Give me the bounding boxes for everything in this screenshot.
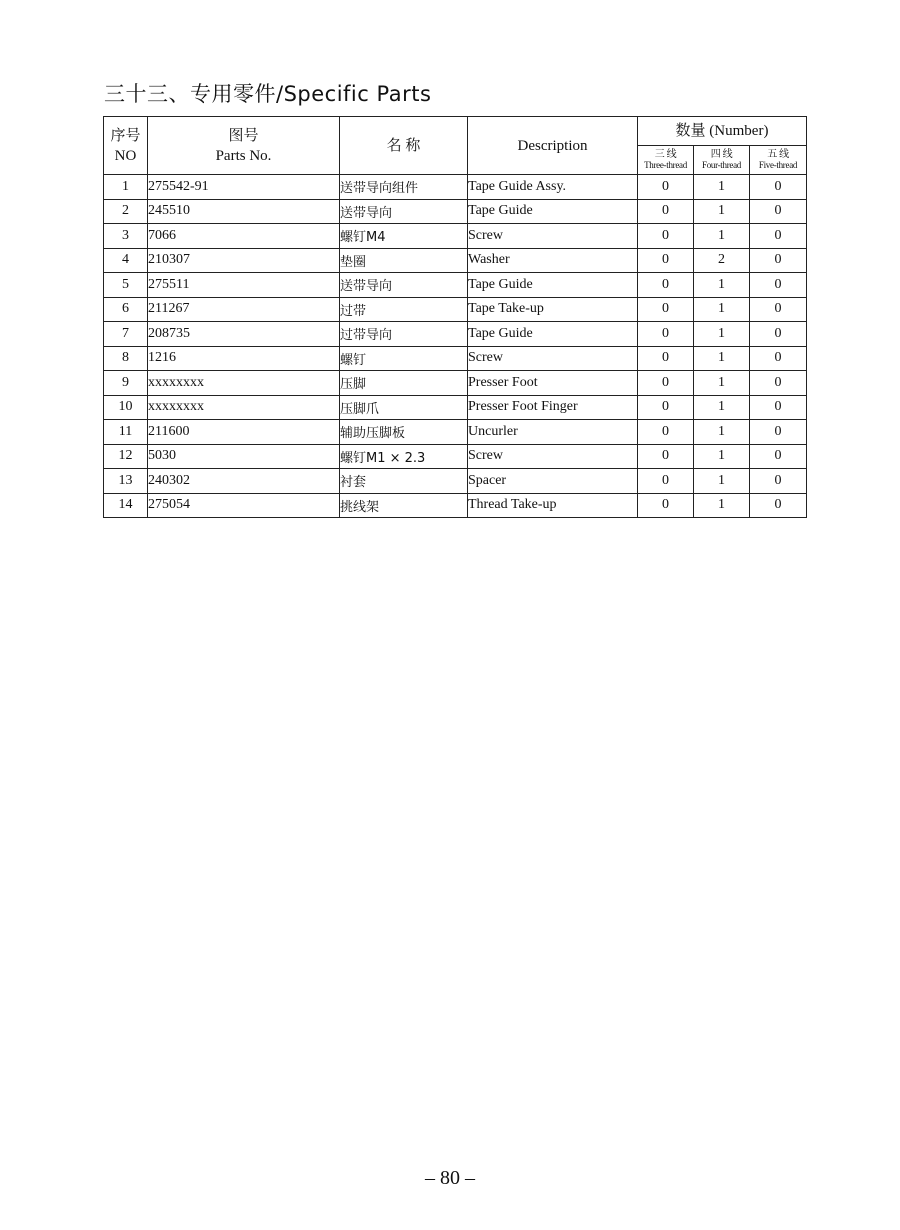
qty-five-thread: 0 [750,493,807,518]
row-number: 10 [104,395,148,420]
qty-four-thread: 1 [694,224,750,249]
header-four-thread [694,146,750,175]
page-number: – 80 – [425,1167,475,1189]
table-row [104,371,807,396]
table-row [104,346,807,371]
qty-four-thread: 1 [694,322,750,347]
qty-three-thread: 0 [638,371,694,396]
part-name-cn: 螺钉 [340,346,468,371]
row-number: 13 [104,469,148,494]
qty-four-thread: 1 [694,444,750,469]
part-number: 275511 [148,273,340,298]
qty-five-thread: 0 [750,371,807,396]
qty-five-thread: 0 [750,224,807,249]
qty-three-thread: 0 [638,273,694,298]
header-three-thread [638,146,694,175]
table-row [104,248,807,273]
parts-table-body [104,175,807,518]
table-row [104,175,807,200]
header-name: 名 称 [340,117,468,175]
qty-three-thread: 0 [638,444,694,469]
qty-four-thread: 1 [694,371,750,396]
qty-five-thread: 0 [750,199,807,224]
part-name-cn: 送带导向 [340,273,468,298]
header-five-thread [750,146,807,175]
part-name-cn: 螺钉M4 [340,224,468,249]
header-five-cn: 五 线 [767,149,789,160]
row-number: 1 [104,175,148,200]
part-description: Screw [468,224,638,249]
qty-four-thread: 1 [694,493,750,518]
qty-five-thread: 0 [750,297,807,322]
row-number: 2 [104,199,148,224]
part-number: 1216 [148,346,340,371]
part-name-cn: 压脚爪 [340,395,468,420]
qty-four-thread: 1 [694,199,750,224]
part-number: xxxxxxxx [148,395,340,420]
part-name-cn: 压脚 [340,371,468,396]
qty-four-thread: 1 [694,175,750,200]
qty-three-thread: 0 [638,224,694,249]
table-row [104,469,807,494]
part-description: Tape Guide [468,273,638,298]
part-description: Tape Guide [468,322,638,347]
part-description: Spacer [468,469,638,494]
qty-three-thread: 0 [638,346,694,371]
qty-five-thread: 0 [750,273,807,298]
row-number: 6 [104,297,148,322]
qty-three-thread: 0 [638,297,694,322]
qty-five-thread: 0 [750,444,807,469]
part-name-cn: 送带导向 [340,199,468,224]
table-row [104,420,807,445]
qty-three-thread: 0 [638,248,694,273]
qty-three-thread: 0 [638,175,694,200]
part-description: Thread Take-up [468,493,638,518]
header-parts-no [148,117,340,175]
part-name-cn: 过带导向 [340,322,468,347]
qty-three-thread: 0 [638,469,694,494]
part-description: Tape Take-up [468,297,638,322]
part-description: Uncurler [468,420,638,445]
part-description: Tape Guide Assy. [468,175,638,200]
part-description: Presser Foot Finger [468,395,638,420]
row-number: 5 [104,273,148,298]
table-row [104,224,807,249]
part-number: xxxxxxxx [148,371,340,396]
qty-five-thread: 0 [750,248,807,273]
row-number: 8 [104,346,148,371]
header-parts-cn: 图号 [228,127,259,144]
part-name-cn: 挑线架 [340,493,468,518]
part-description: Screw [468,346,638,371]
qty-four-thread: 1 [694,273,750,298]
header-three-cn: 三 线 [654,149,677,160]
part-number: 211267 [148,297,340,322]
qty-three-thread: 0 [638,322,694,347]
row-number: 9 [104,371,148,396]
table-row [104,493,807,518]
table-row [104,273,807,298]
qty-five-thread: 0 [750,175,807,200]
qty-three-thread: 0 [638,420,694,445]
header-no [104,117,148,175]
part-description: Tape Guide [468,199,638,224]
header-no-cn: 序号 [110,127,141,144]
header-quantity: 数量 (Number) [638,117,807,146]
qty-five-thread: 0 [750,346,807,371]
part-number: 245510 [148,199,340,224]
part-description: Screw [468,444,638,469]
part-number: 7066 [148,224,340,249]
qty-five-thread: 0 [750,469,807,494]
part-number: 275542-91 [148,175,340,200]
table-row [104,444,807,469]
part-number: 211600 [148,420,340,445]
qty-five-thread: 0 [750,322,807,347]
row-number: 12 [104,444,148,469]
header-four-en: Four-thread [701,160,741,170]
row-number: 3 [104,224,148,249]
qty-four-thread: 1 [694,420,750,445]
part-name-cn: 送带导向组件 [340,175,468,200]
qty-four-thread: 1 [694,297,750,322]
part-name-cn: 垫圈 [340,248,468,273]
header-three-en: Three-thread [644,160,687,170]
header-parts-en: Parts No. [215,147,272,164]
part-name-cn: 过带 [340,297,468,322]
row-number: 7 [104,322,148,347]
qty-four-thread: 1 [694,346,750,371]
table-row [104,395,807,420]
part-name-cn: 衬套 [340,469,468,494]
qty-three-thread: 0 [638,395,694,420]
qty-five-thread: 0 [750,420,807,445]
qty-four-thread: 2 [694,248,750,273]
qty-three-thread: 0 [638,493,694,518]
header-five-en: Five-thread [758,160,798,170]
header-no-en: NO [114,147,137,164]
part-description: Washer [468,248,638,273]
row-number: 4 [104,248,148,273]
header-four-cn: 四 线 [710,149,733,160]
row-number: 14 [104,493,148,518]
header-description: Description [468,117,638,175]
page-title: 三十三、专用零件/Specific Parts [104,82,432,106]
qty-four-thread: 1 [694,469,750,494]
part-name-cn: 螺钉M1 × 2.3 [340,444,468,469]
qty-five-thread: 0 [750,395,807,420]
row-number: 11 [104,420,148,445]
part-number: 240302 [148,469,340,494]
parts-table [103,116,807,518]
part-description: Presser Foot [468,371,638,396]
table-row [104,322,807,347]
table-row [104,199,807,224]
part-number: 275054 [148,493,340,518]
table-row [104,297,807,322]
qty-three-thread: 0 [638,199,694,224]
part-number: 208735 [148,322,340,347]
part-name-cn: 辅助压脚板 [340,420,468,445]
part-number: 5030 [148,444,340,469]
part-number: 210307 [148,248,340,273]
qty-four-thread: 1 [694,395,750,420]
